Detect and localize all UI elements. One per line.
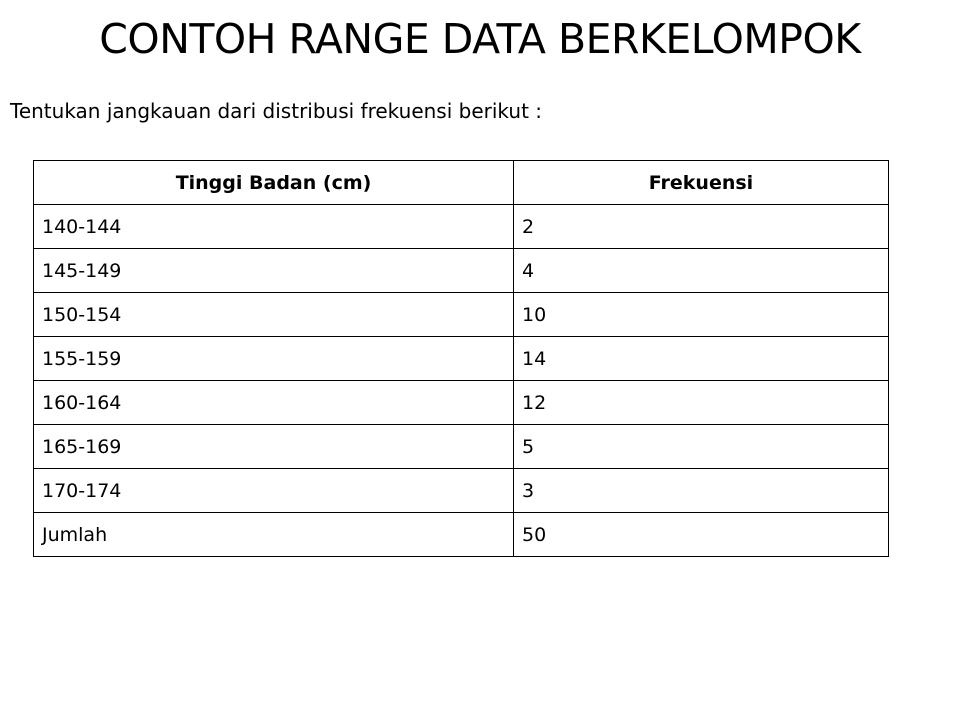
table-row (34, 293, 889, 337)
frequency-cell: 14 (514, 337, 889, 381)
table-row (34, 425, 889, 469)
table-row (34, 337, 889, 381)
class-interval-cell: 160-164 (34, 381, 514, 425)
frequency-cell: 3 (514, 469, 889, 513)
table-row (34, 249, 889, 293)
class-interval-cell: 150-154 (34, 293, 514, 337)
slide-title: CONTOH RANGE DATA BERKELOMPOK (99, 15, 861, 63)
frequency-cell: 5 (514, 425, 889, 469)
frequency-table (33, 160, 889, 557)
table-row (34, 381, 889, 425)
total-frequency-cell: 50 (514, 513, 889, 557)
header-tinggi-badan: Tinggi Badan (cm) (34, 161, 514, 205)
table-row (34, 469, 889, 513)
slide-subtitle: Tentukan jangkauan dari distribusi frekuensi berikut : (10, 99, 543, 123)
header-frekuensi: Frekuensi (514, 161, 889, 205)
class-interval-cell: 140-144 (34, 205, 514, 249)
frequency-cell: 4 (514, 249, 889, 293)
class-interval-cell: 170-174 (34, 469, 514, 513)
class-interval-cell: 145-149 (34, 249, 514, 293)
class-interval-cell: 155-159 (34, 337, 514, 381)
class-interval-cell: 165-169 (34, 425, 514, 469)
total-label-cell: Jumlah (34, 513, 514, 557)
table-header-row (34, 161, 889, 205)
table-row (34, 205, 889, 249)
frequency-cell: 10 (514, 293, 889, 337)
frequency-cell: 2 (514, 205, 889, 249)
frequency-cell: 12 (514, 381, 889, 425)
table-total-row (34, 513, 889, 557)
